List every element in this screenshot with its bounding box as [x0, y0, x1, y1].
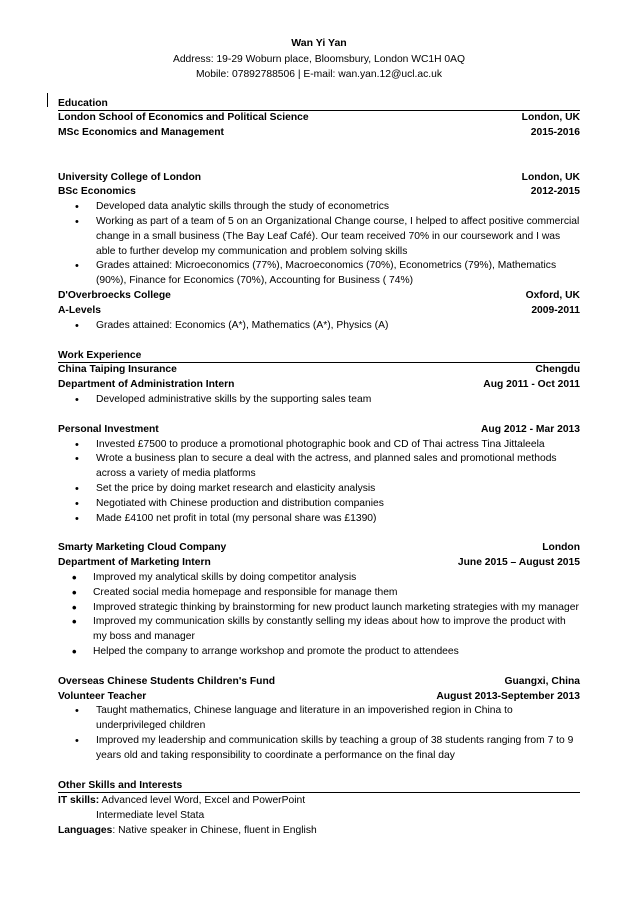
- edu-dover-org-row: [58, 289, 580, 304]
- list-item: • Helped the company to arrange workshop and promote the product to attendees: [72, 643, 459, 659]
- work-personal-org-row: [58, 423, 580, 438]
- skills-heading: Other Skills and Interests: [58, 778, 580, 793]
- bullet-icon: •: [75, 497, 79, 510]
- work-smarty-role-row: [58, 556, 580, 571]
- bullet-icon: •: [72, 643, 77, 659]
- edu-location: London, UK: [521, 171, 580, 183]
- candidate-name: Wan Yi Yan: [291, 37, 347, 49]
- bullet-icon: •: [75, 453, 79, 466]
- it-skills-line-2: Intermediate level Stata: [96, 810, 205, 822]
- work-date: August 2013-September 2013: [436, 690, 580, 702]
- work-org: Personal Investment: [58, 423, 159, 435]
- edu-ucl-role-row: [58, 185, 580, 200]
- bullet-icon: •: [75, 482, 79, 495]
- edu-org: University College of London: [58, 171, 202, 183]
- list-item: • Improved strategic thinking by brainstorming for new product launch marketing strategies with my manager: [72, 599, 579, 615]
- address-line: Address: 19-29 Woburn place, Bloomsbury, London WC1H 0AQ: [172, 53, 466, 65]
- bullet-icon: •: [75, 393, 79, 406]
- work-role: Department of Administration Intern: [58, 379, 235, 391]
- list-item: • Improved my leadership and communication skills by teaching a group of 38 students ranging from 7 to 9 years old and taking responsibility to coordinate a performance on the final day: [75, 734, 574, 761]
- bullet-icon: •: [75, 260, 79, 273]
- languages-line: [58, 823, 580, 838]
- work-heading: Work Experience: [58, 348, 580, 363]
- edu-date: 2009-2011: [531, 304, 580, 316]
- bullet-icon: •: [75, 734, 79, 747]
- work-taiping-role-row: [58, 378, 580, 393]
- work-fund-role-row: [58, 690, 580, 705]
- work-org: Overseas Chinese Students Children's Fund: [58, 675, 276, 687]
- education-heading: Education: [58, 96, 580, 111]
- list-item: • Negotiated with Chinese production and distribution companies: [75, 497, 384, 510]
- list-item: • Improved my communication skills by constantly selling my ideas about how to improve the product with my boss and manager: [72, 614, 566, 643]
- bullet-icon: •: [72, 599, 77, 615]
- edu-org: D'Overbroecks College: [58, 289, 171, 301]
- work-fund-org-row: [58, 675, 580, 690]
- work-location: Guangxi, China: [504, 675, 580, 687]
- list-item: • Developed administrative skills by the supporting sales team: [75, 393, 372, 406]
- list-item: • Taught mathematics, Chinese language and literature in an impoverished region in China to underprivileged children: [75, 705, 513, 732]
- bullet-icon: •: [75, 705, 79, 718]
- text-cursor: [47, 93, 48, 107]
- list-item: • Set the price by doing market research and elasticity analysis: [75, 482, 376, 495]
- list-item: • Wrote a business plan to secure a deal with the actress, and planned sales and promotional methods across a variety of media platforms: [75, 453, 557, 480]
- contact-line: Mobile: 07892788506 | E-mail: wan.yan.12@ucl.ac.uk: [195, 69, 443, 80]
- list-item: • Improved my analytical skills by doing competitor analysis: [72, 569, 357, 585]
- languages-label: Languages: [58, 825, 113, 837]
- edu-lse-org-row: [58, 111, 580, 126]
- resume-body: [58, 96, 580, 838]
- list-item: • Developed data analytic skills through the study of econometrics: [75, 201, 390, 214]
- it-skills-line: [58, 793, 580, 808]
- bullet-icon: •: [75, 201, 79, 214]
- bullet-icon: •: [72, 614, 77, 630]
- work-location: London: [542, 542, 580, 554]
- edu-date: 2012-2015: [530, 186, 580, 198]
- bullet-icon: •: [72, 569, 77, 585]
- edu-org: London School of Economics and Political Science: [58, 112, 309, 123]
- edu-date: 2015-2016: [530, 126, 580, 138]
- work-date: Aug 2011 - Oct 2011: [483, 379, 580, 391]
- list-item: • Working as part of a team of 5 on an Organizational Change course, I helped to affect positive commercial change in a small business (The Bay Leaf Café). Our team received 70% in our coursework and I was able to further develop my communication and problem solving skills: [75, 215, 580, 257]
- edu-degree: A-Levels: [58, 304, 101, 316]
- bullet-icon: •: [75, 438, 79, 451]
- list-item: • Grades attained: Economics (A*), Mathematics (A*), Physics (A): [75, 319, 389, 332]
- edu-degree: MSc Economics and Management: [58, 126, 224, 138]
- edu-dover-role-row: [58, 304, 580, 319]
- languages-value: : Native speaker in Chinese, fluent in English: [112, 825, 317, 837]
- resume-header: [0, 36, 638, 83]
- list-item: • Created social media homepage and responsible for manage them: [72, 584, 398, 600]
- work-org: Smarty Marketing Cloud Company: [58, 542, 227, 554]
- work-taiping-org-row: [58, 363, 580, 378]
- list-item: • Invested £7500 to produce a promotional photographic book and CD of Thai actress Tina Jittaleela: [75, 438, 545, 451]
- edu-ucl-org-row: [58, 171, 580, 186]
- bullet-icon: •: [72, 584, 77, 600]
- bullet-icon: •: [75, 319, 79, 332]
- bullet-icon: •: [75, 512, 79, 525]
- work-date: Aug 2012 - Mar 2013: [480, 423, 580, 435]
- edu-lse-role-row: [58, 126, 580, 141]
- work-role: Department of Marketing Intern: [58, 557, 211, 569]
- edu-location: Oxford, UK: [525, 289, 580, 301]
- work-date: June 2015 – August 2015: [457, 557, 580, 569]
- bullet-icon: •: [75, 215, 79, 228]
- edu-degree: BSc Economics: [58, 186, 136, 198]
- work-role: Volunteer Teacher: [58, 690, 147, 702]
- work-smarty-org-row: [58, 541, 580, 556]
- work-location: Chengdu: [535, 364, 580, 376]
- it-skills-label: IT skills:: [58, 795, 100, 807]
- work-org: China Taiping Insurance: [58, 364, 177, 376]
- it-skills-value: Advanced level Word, Excel and PowerPoint: [99, 795, 306, 807]
- list-item: • Made £4100 net profit in total (my personal share was £1390): [75, 512, 377, 525]
- list-item: • Grades attained: Microeconomics (77%), Macroeconomics (70%), Econometrics (79%), Mathematics (90%), Finance for Economics (70%), Accounting for Business ( 74%): [75, 260, 557, 287]
- edu-location: London, UK: [521, 112, 580, 123]
